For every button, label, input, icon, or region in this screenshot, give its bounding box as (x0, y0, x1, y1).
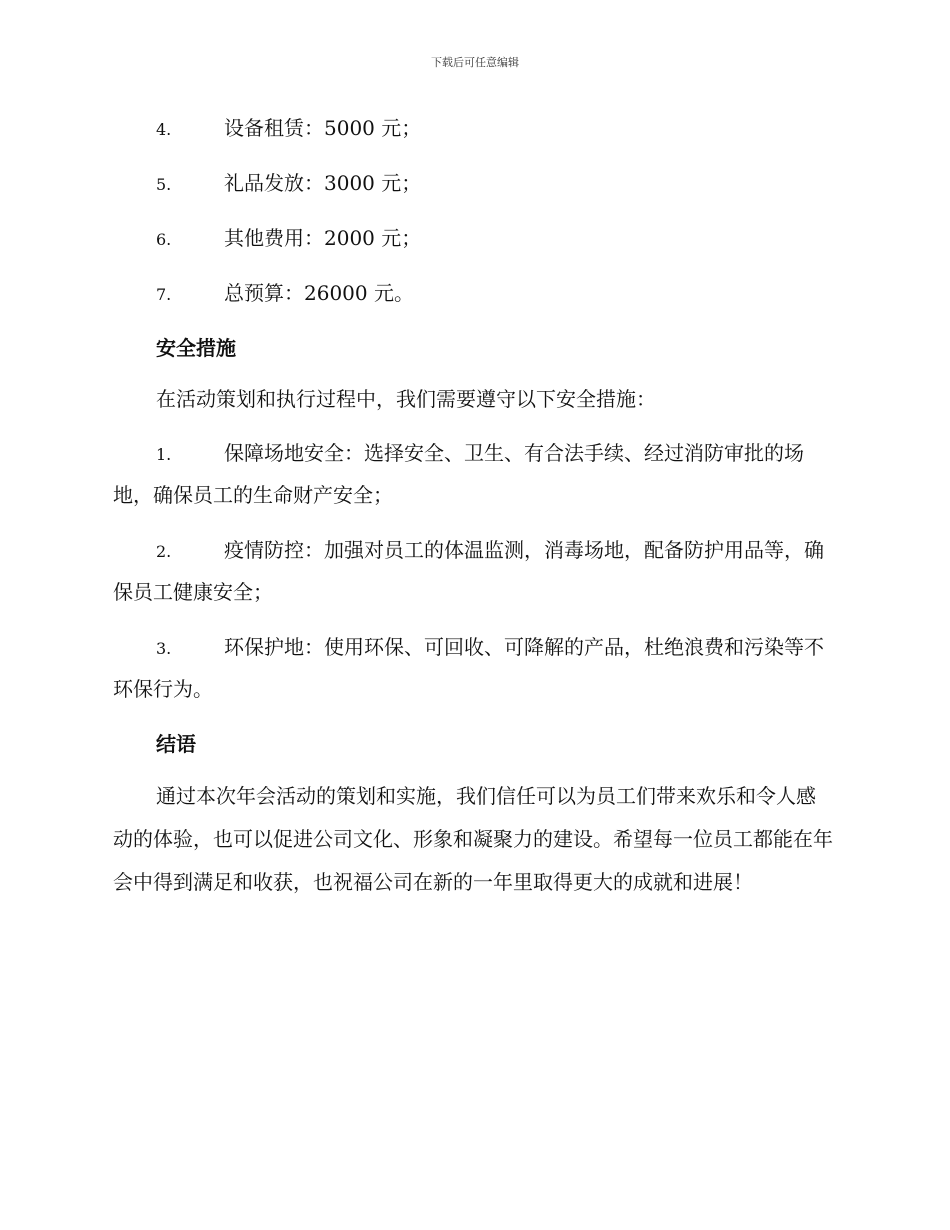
budget-item (113, 163, 835, 203)
item-number: 7. (156, 285, 172, 304)
item-number: 2. (156, 542, 172, 561)
item-text: 设备租赁：5000 元； (224, 116, 422, 140)
page-header: 下载后可任意编辑 (431, 56, 519, 69)
item-text: 总预算：26000 元。 (224, 281, 414, 305)
item-text: 环保护地：使用环保、可回收、可降解的产品，杜绝浪费和污染等不环保行为。 (113, 635, 824, 701)
item-text: 其他费用：2000 元； (224, 226, 422, 250)
conclusion-paragraph: 通过本次年会活动的策划和实施，我们信任可以为员工们带来欢乐和令人感动的体验，也可以促进公司文化、形象和凝聚力的建设。希望每一位员工都能在年会中得到满足和收获，也祝福公司在新的一年里取得更大的成就和进展！ (113, 784, 833, 894)
item-number: 6. (156, 230, 172, 249)
item-number: 1. (156, 445, 172, 464)
item-number: 5. (156, 175, 172, 194)
section-heading-conclusion: 结语 (156, 732, 196, 756)
document-body (113, 108, 835, 918)
item-text: 保障场地安全：选择安全、卫生、有合法手续、经过消防审批的场地，确保员工的生命财产安全； (113, 441, 804, 507)
budget-item (113, 108, 835, 148)
safety-intro: 在活动策划和执行过程中，我们需要遵守以下安全措施： (156, 387, 656, 411)
budget-item (113, 218, 835, 258)
item-number: 3. (156, 639, 172, 658)
item-text: 疫情防控：加强对员工的体温监测，消毒场地，配备防护用品等，确保员工健康安全； (113, 538, 824, 604)
budget-item (113, 273, 835, 313)
item-text: 礼品发放：3000 元； (224, 171, 422, 195)
section-heading-safety: 安全措施 (156, 336, 236, 360)
safety-item (113, 530, 835, 612)
safety-item (113, 433, 835, 515)
item-number: 4. (156, 120, 172, 139)
safety-item (113, 627, 835, 709)
